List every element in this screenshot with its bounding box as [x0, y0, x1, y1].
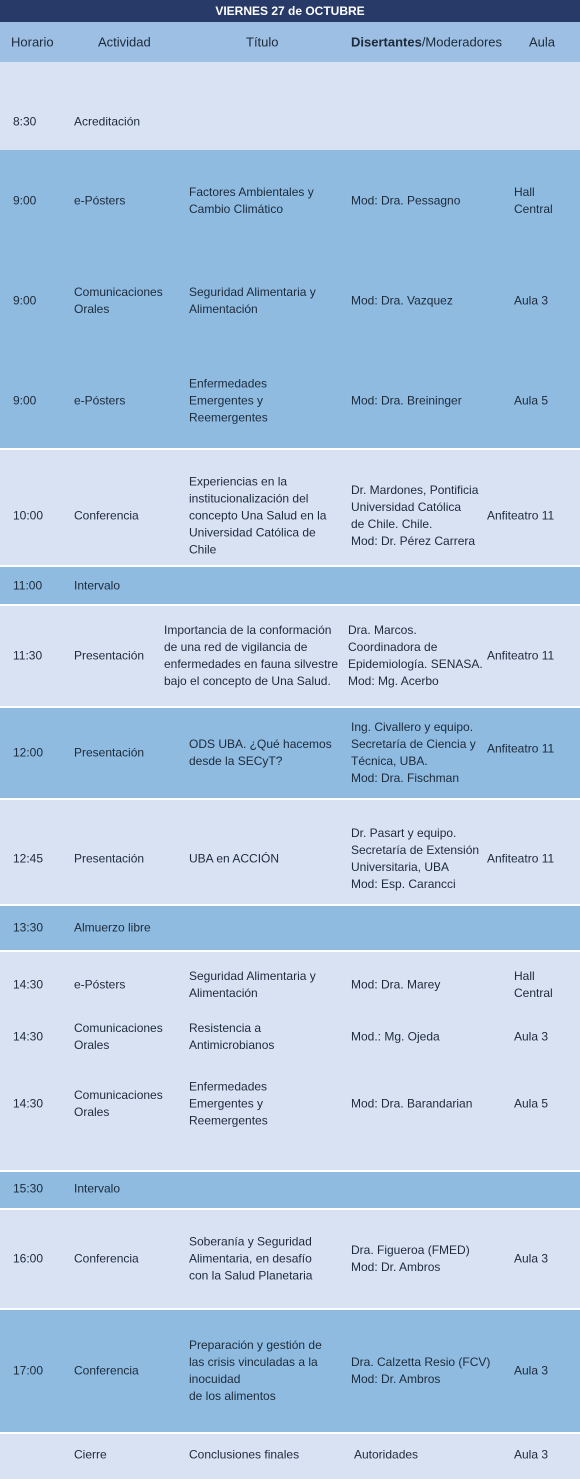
header-disertantes: Disertantes: [351, 34, 422, 50]
row-7-room: Anfiteatro 11: [487, 741, 555, 756]
row-2-speakers: Mod: Dra. Vazquez: [351, 293, 453, 308]
row-0-time: 8:30: [13, 114, 37, 129]
row-3-speakers: Mod: Dra. Breininger: [351, 393, 462, 408]
row-2-activity: Comunicaciones Orales: [74, 285, 163, 316]
row-8-room: Anfiteatro 11: [487, 851, 555, 866]
row-2-title: Seguridad Alimentaria y Alimentación: [189, 285, 316, 316]
row-8-time: 12:45: [13, 851, 44, 866]
row-10-time: 14:30: [13, 977, 44, 992]
row-9-time: 13:30: [13, 920, 44, 935]
row-5-time: 11:00: [13, 578, 43, 593]
header-titulo: Título: [246, 34, 279, 50]
row-13-activity: Intervalo: [74, 1181, 121, 1196]
header-disertantes-moderadores: [351, 35, 502, 50]
row-16-activity: Cierre: [74, 1447, 107, 1462]
row-3-room: Aula 5: [514, 393, 549, 408]
row-10-title: Seguridad Alimentaria y Alimentación: [189, 969, 316, 1000]
row-14-room: Aula 3: [514, 1251, 549, 1266]
row-4-activity: Conferencia: [74, 508, 139, 523]
row-6-activity: Presentación: [74, 648, 145, 663]
row-5-activity: Intervalo: [74, 578, 121, 593]
header-actividad: Actividad: [98, 34, 151, 50]
row-12-speakers: Mod: Dra. Barandarian: [351, 1096, 473, 1111]
row-7-time: 12:00: [13, 745, 44, 760]
row-2-room: Aula 3: [514, 293, 549, 308]
row-12-time: 14:30: [13, 1096, 44, 1111]
row-15-title: Preparación y gestión de las crisis vinculadas a la inocuidad de los alimentos: [189, 1338, 322, 1403]
row-12-title: Enfermedades Emergentes y Reemergentes: [189, 1079, 268, 1128]
row-15-time: 17:00: [13, 1363, 44, 1378]
row-1-time: 9:00: [13, 193, 37, 208]
row-4-room: Anfiteatro 11: [487, 508, 555, 523]
row-16-speakers: Autoridades: [354, 1447, 419, 1462]
row-10-room: Hall Central: [514, 969, 553, 1000]
header-aula: Aula: [529, 34, 556, 50]
row-16-title: Conclusiones finales: [189, 1447, 300, 1462]
band-acreditacion: [0, 62, 580, 150]
row-10-activity: e-Pósters: [74, 977, 126, 992]
row-13-time: 15:30: [13, 1181, 44, 1196]
row-11-room: Aula 3: [514, 1029, 549, 1044]
row-8-activity: Presentación: [74, 851, 145, 866]
row-11-time: 14:30: [13, 1029, 44, 1044]
row-4-title: Experiencias en la institucionalización del concepto Una Salud en la Universidad Católica de Chile: [189, 474, 327, 557]
row-1-title: Factores Ambientales y Cambio Climático: [189, 185, 314, 216]
row-0-activity: Acreditación: [74, 114, 141, 129]
row-15-activity: Conferencia: [74, 1363, 139, 1378]
row-6-time: 11:30: [13, 648, 43, 663]
row-8-speakers: Dr. Pasart y equipo. Secretaría de Extensión Universitaria, UBA Mod: Esp. Carancci: [351, 826, 480, 891]
row-12-room: Aula 5: [514, 1096, 549, 1111]
row-1-room: Hall Central: [514, 185, 553, 216]
row-11-title: Resistencia a Antimicrobianos: [189, 1021, 275, 1052]
row-14-activity: Conferencia: [74, 1251, 139, 1266]
row-3-time: 9:00: [13, 393, 37, 408]
header-horario: Horario: [11, 34, 54, 50]
row-4-time: 10:00: [13, 508, 44, 523]
row-16-room: Aula 3: [514, 1447, 549, 1462]
row-14-time: 16:00: [13, 1251, 44, 1266]
row-9-activity: Almuerzo libre: [74, 920, 151, 935]
row-15-room: Aula 3: [514, 1363, 549, 1378]
row-11-speakers: Mod.: Mg. Ojeda: [351, 1029, 440, 1044]
row-15-speakers: Dra. Calzetta Resio (FCV) Mod: Dr. Ambros: [351, 1355, 491, 1386]
row-14-speakers: Dra. Figueroa (FMED) Mod: Dr. Ambros: [351, 1243, 470, 1274]
row-7-speakers: Ing. Civallero y equipo. Secretaría de Ciencia y Técnica, UBA. Mod: Dra. Fischman: [351, 720, 476, 785]
row-2-time: 9:00: [13, 293, 37, 308]
row-11-activity: Comunicaciones Orales: [74, 1021, 163, 1052]
row-8-title: UBA en ACCIÓN: [189, 851, 280, 866]
row-3-activity: e-Pósters: [74, 393, 126, 408]
row-1-speakers: Mod: Dra. Pessagno: [351, 193, 461, 208]
day-title: VIERNES 27 de OCTUBRE: [0, 0, 580, 22]
row-4-speakers: Dr. Mardones, Pontificia Universidad Católica de Chile. Chile. Mod: Dr. Pérez Carrera: [351, 483, 479, 548]
row-6-title: Importancia de la conformación de una red de vigilancia de enfermedades en fauna silvestre bajo el concepto de Una Salud.: [164, 623, 339, 688]
row-1-activity: e-Pósters: [74, 193, 126, 208]
row-10-speakers: Mod: Dra. Marey: [351, 977, 441, 992]
table-header: [0, 22, 580, 62]
row-3-title: Enfermedades Emergentes y Reemergentes: [189, 376, 268, 425]
row-12-activity: Comunicaciones Orales: [74, 1088, 163, 1119]
row-7-activity: Presentación: [74, 745, 145, 760]
row-7-title: ODS UBA. ¿Qué hacemos desde la SECyT?: [189, 737, 332, 768]
row-6-room: Anfiteatro 11: [487, 648, 555, 663]
row-14-title: Soberanía y Seguridad Alimentaria, en desafío con la Salud Planetaria: [189, 1234, 313, 1283]
header-moderadores: /Moderadores: [421, 34, 503, 50]
row-6-speakers: Dra. Marcos. Coordinadora de Epidemiología. SENASA. Mod: Mg. Acerbo: [348, 623, 483, 688]
